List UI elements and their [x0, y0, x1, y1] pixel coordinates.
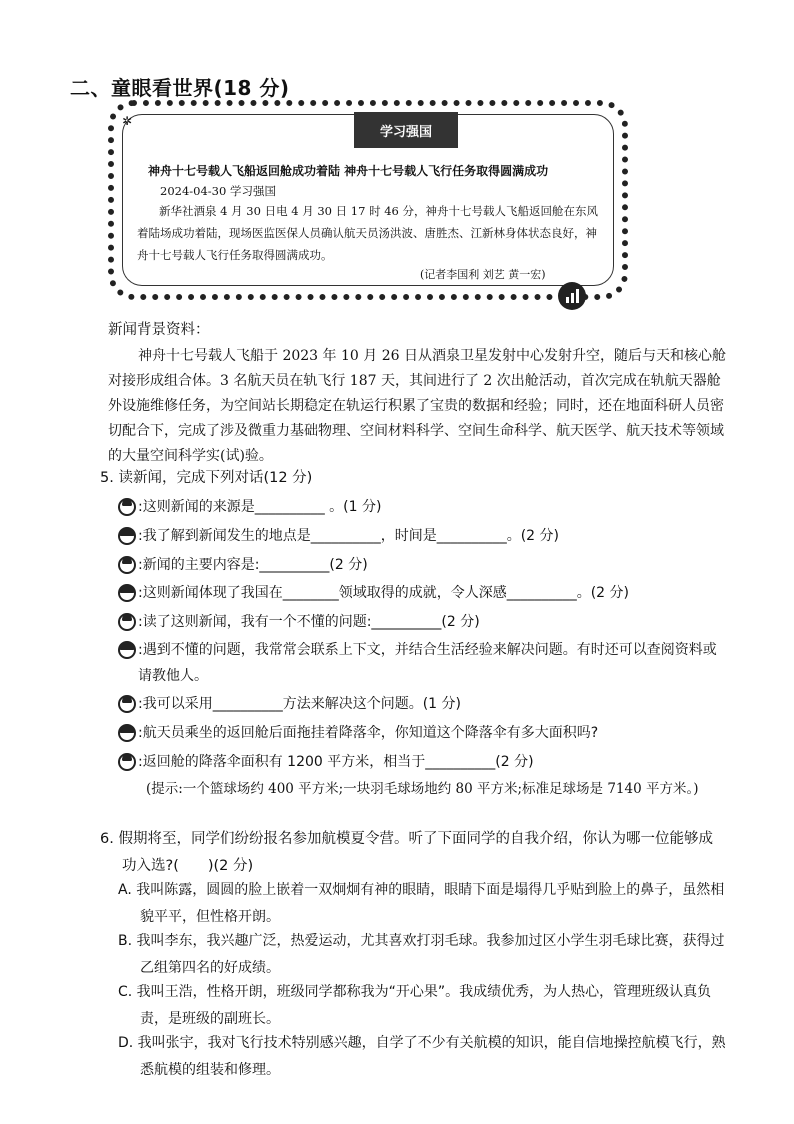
girl-avatar-icon	[118, 527, 136, 545]
background-label: 新闻背景资料：	[108, 322, 210, 338]
boy-avatar-icon	[118, 498, 136, 516]
dialogue-line: :我可以采用__________方法来解决这个问题。(1 分)	[118, 691, 728, 717]
news-byline: (记者李国利 刘艺 黄一宏)	[420, 268, 546, 281]
girl-avatar-icon	[118, 724, 136, 742]
gear-icon: ✲	[122, 114, 133, 128]
question-5-hint: (提示:一个篮球场约 400 平方米;一块羽毛球场地约 80 平方米;标准足球场是 7140 平方米。)	[146, 781, 699, 797]
chart-bars-icon	[558, 282, 586, 310]
option-c[interactable]: C. 我叫王浩，性格开朗，班级同学都称我为“开心果”。我成绩优秀，为人热心，管理班级认真负责，是班级的副班长。	[118, 984, 712, 1027]
question-5-title: 5. 读新闻，完成下列对话(12 分)	[100, 470, 313, 486]
dialogue-line: :遇到不懂的问题，我常常会联系上下文，并结合生活经验来解决问题。有时还可以查阅资料或请教他人。	[118, 637, 728, 689]
background-text: 神舟十七号载人飞船于 2023 年 10 月 26 日从酒泉卫星发射中心发射升空，随后与天和核心舱对接形成组合体。3 名航天员在轨飞行 187 天，其间进行了 2 次出舱活动，首次完成在轨航天器舱外设施维修任务，为空间站长期稳定在轨运行积累了宝贵的数据和经验；同时，还在地面科研人员密切配合下，完成了涉及微重力基础物理、空间材料科学、空间生命科学、航天医学、航天技术等领域的大量空间科学实(试)验。	[108, 348, 726, 464]
boy-avatar-icon	[118, 556, 136, 574]
dialogue-line: :我了解到新闻发生的地点是__________，时间是__________。(2 分)	[118, 523, 728, 549]
boy-avatar-icon	[118, 695, 136, 713]
dialogue-line: :返回舱的降落伞面积有 1200 平方米，相当于__________(2 分)	[118, 749, 728, 775]
dialogue-line: :这则新闻体现了我国在________领域取得的成就，令人深感__________。(2 分)	[118, 580, 728, 606]
question-6-title: 6. 假期将至，同学们纷纷报名参加航模夏令营。听了下面同学的自我介绍，你认为哪一位能够成功入选?( )(2 分)	[100, 831, 713, 874]
dialogue-line: :读了这则新闻，我有一个不懂的问题:__________(2 分)	[118, 609, 728, 635]
option-b[interactable]: B. 我叫李东，我兴趣广泛，热爱运动，尤其喜欢打羽毛球。我参加过区小学生羽毛球比赛，获得过乙组第四名的好成绩。	[118, 933, 725, 976]
news-body: 新华社酒泉 4 月 30 日电 4 月 30 日 17 时 46 分，神舟十七号载人飞船返回舱在东风着陆场成功着陆，现场医监医保人员确认航天员汤洪波、唐胜杰、江新林身体状态良好，神舟十七号载人飞行任务取得圆满成功。	[137, 204, 599, 262]
section-title: 二、童眼看世界(18 分)	[70, 76, 290, 100]
boy-avatar-icon	[118, 753, 136, 771]
news-meta: 2024-04-30 学习强国	[160, 184, 276, 198]
option-d[interactable]: D. 我叫张宇，我对飞行技术特别感兴趣，自学了不少有关航模的知识，能自信地操控航模飞行，熟悉航模的组装和修理。	[118, 1035, 726, 1078]
news-headline: 神舟十七号载人飞船返回舱成功着陆 神舟十七号载人飞行任务取得圆满成功	[148, 164, 549, 178]
boy-avatar-icon	[118, 613, 136, 631]
xuexi-logo: 学习强国	[354, 112, 458, 148]
dialogue-line: :新闻的主要内容是:__________(2 分)	[118, 552, 728, 578]
option-a[interactable]: A. 我叫陈露，圆圆的脸上嵌着一双炯炯有神的眼睛，眼睛下面是塌得几乎贴到脸上的鼻子，虽然相貌平平，但性格开朗。	[118, 882, 725, 925]
dialogue-line: :这则新闻的来源是__________ 。(1 分)	[118, 494, 728, 520]
girl-avatar-icon	[118, 641, 136, 659]
girl-avatar-icon	[118, 584, 136, 602]
dialogue-line: :航天员乘坐的返回舱后面拖挂着降落伞，你知道这个降落伞有多大面积吗?	[118, 720, 728, 746]
